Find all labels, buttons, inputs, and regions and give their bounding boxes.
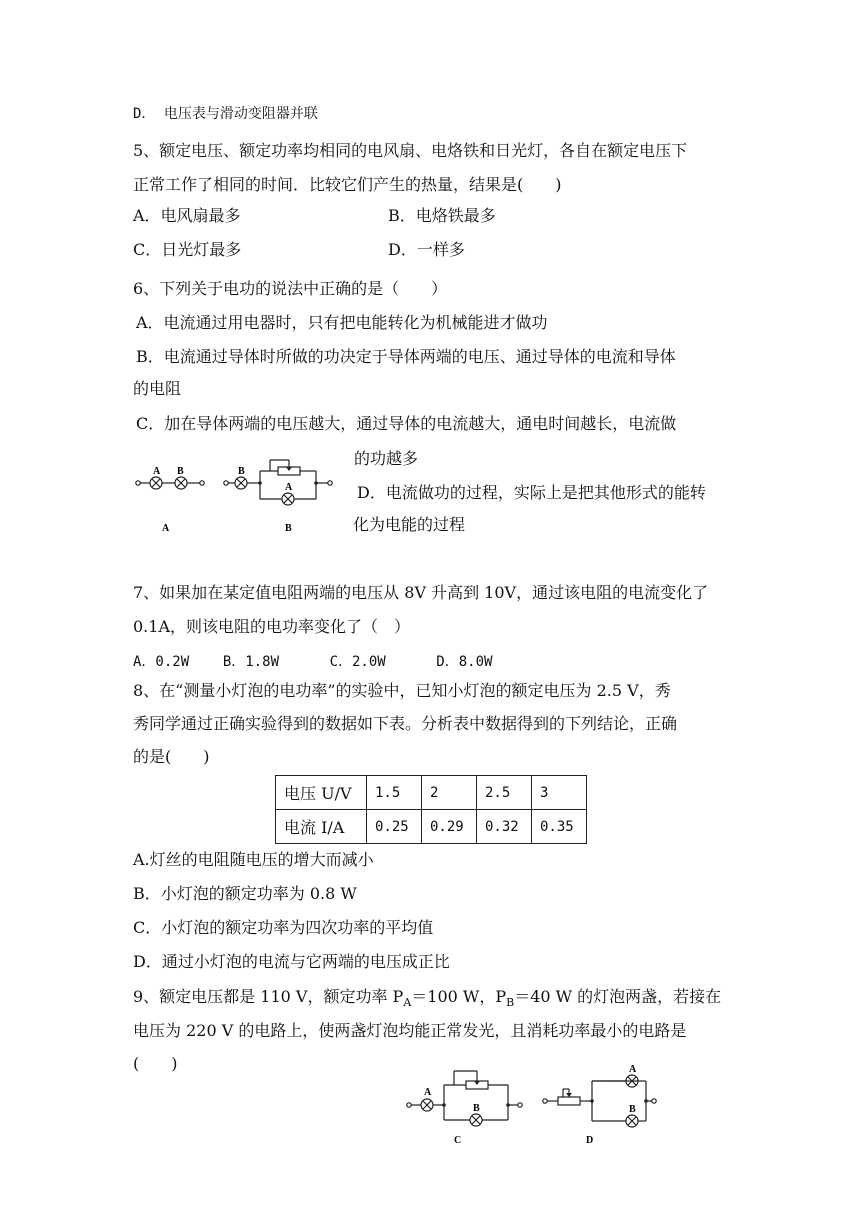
q5-option-a: A．电风扇最多 xyxy=(133,206,241,225)
q6-option-d-line1: D．电流做功的过程，实际上是把其他形式的能转 xyxy=(357,483,706,502)
q8-option-c: C．小灯泡的额定功率为四次功率的平均值 xyxy=(133,918,434,937)
fig2-d-lamp-a-label: A xyxy=(629,1064,637,1075)
circuit-figure-cd xyxy=(400,1063,660,1147)
q4-option-d: D． 电压表与滑动变阻器并联 xyxy=(133,106,318,122)
q5-option-d: D．一样多 xyxy=(388,240,465,259)
q9-subscript-b: B xyxy=(506,996,515,1010)
table-cell: 2.5 xyxy=(477,776,532,810)
table-cell: 3 xyxy=(532,776,587,810)
fig1-lamp-a-label: A xyxy=(153,466,161,477)
q8-option-d: D．通过小灯泡的电流与它两端的电压成正比 xyxy=(133,952,450,971)
q8-stem-line3: 的是( ) xyxy=(133,747,210,766)
fig2-caption-c: C xyxy=(454,1135,462,1146)
q7-options: A．0.2W B．1.8W C．2.0W D．8.0W xyxy=(133,654,493,670)
fig1-lamp-b-label: B xyxy=(177,466,184,477)
table-cell: 2 xyxy=(422,776,477,810)
table-cell: 1.5 xyxy=(367,776,422,810)
q8-option-b: B．小灯泡的额定功率为 0.8 W xyxy=(133,884,357,903)
table-cell: 0.25 xyxy=(367,810,422,844)
table-cell: 0.32 xyxy=(477,810,532,844)
table-cell: 电流 I/A xyxy=(276,810,367,844)
q7-stem-line1: 7、如果加在某定值电阻两端的电压从 8V 升高到 10V，通过该电阻的电流变化了 xyxy=(133,583,709,602)
q9-text-part: 9、额定电压都是 110 V，额定功率 P xyxy=(133,987,404,1006)
q8-stem-line2: 秀同学通过正确实验得到的数据如下表。分析表中数据得到的下列结论，正确 xyxy=(133,714,678,733)
q5-stem-line2: 正常工作了相同的时间．比较它们产生的热量，结果是( ) xyxy=(133,175,562,194)
q9-text-part: ＝100 W，P xyxy=(411,987,507,1006)
q6-option-c-line2: 的功越多 xyxy=(354,449,419,468)
circuit-figure-ab xyxy=(128,455,343,535)
fig2-d-lamp-b-label: B xyxy=(629,1104,636,1115)
q5-stem-line1: 5、额定电压、额定功率均相同的电风扇、电烙铁和日光灯，各自在额定电压下 xyxy=(133,141,688,160)
fig2-caption-d: D xyxy=(586,1135,594,1146)
q9-stem-line3: ( ) xyxy=(133,1054,178,1073)
q9-stem-line2: 电压为 220 V 的电路上，使两盏灯泡均能正常发光，且消耗功率最小的电路是 xyxy=(133,1021,687,1040)
table-row xyxy=(276,810,587,844)
fig2-c-lamp-b-label: B xyxy=(473,1103,480,1114)
q8-option-a: A.灯丝的电阻随电压的增大而减小 xyxy=(133,850,374,869)
q5-option-b: B．电烙铁最多 xyxy=(388,206,496,225)
q6-option-c-line1: C．加在导体两端的电压越大，通过导体的电流越大，通电时间越长，电流做 xyxy=(136,414,677,433)
table-row xyxy=(276,776,587,810)
q8-stem-line1: 8、在“测量小灯泡的电功率”的实验中，已知小灯泡的额定电压为 2.5 V，秀 xyxy=(133,681,671,700)
table-cell: 电压 U/V xyxy=(276,776,367,810)
q6-option-d-line2: 化为电能的过程 xyxy=(353,515,466,534)
q6-option-b-line1: B．电流通过导体时所做的功决定于导体两端的电压、通过导体的电流和导体 xyxy=(136,347,676,366)
fig1-caption-a: A xyxy=(162,523,170,534)
q6-option-b-line2: 的电阻 xyxy=(133,379,182,398)
fig1-caption-b: B xyxy=(285,523,292,534)
q8-data-table xyxy=(275,775,587,844)
q7-stem-line2: 0.1A，则该电阻的电功率变化了（ ） xyxy=(133,617,411,636)
fig1-lamp-b2-label: B xyxy=(238,466,245,477)
q6-stem: 6、下列关于电功的说法中正确的是（ ） xyxy=(133,279,448,298)
fig2-c-lamp-a-label: A xyxy=(424,1087,432,1098)
q9-text-part: ＝40 W 的灯泡两盏，若接在 xyxy=(514,987,722,1006)
q9-stem-line1 xyxy=(133,986,721,1014)
table-cell: 0.35 xyxy=(532,810,587,844)
q6-option-a: A．电流通过用电器时，只有把电能转化为机械能进才做功 xyxy=(136,313,548,332)
q9-subscript-a: A xyxy=(403,996,412,1010)
fig1-lamp-a2-label: A xyxy=(285,482,293,493)
table-cell: 0.29 xyxy=(422,810,477,844)
q5-option-c: C．日光灯最多 xyxy=(133,240,242,259)
